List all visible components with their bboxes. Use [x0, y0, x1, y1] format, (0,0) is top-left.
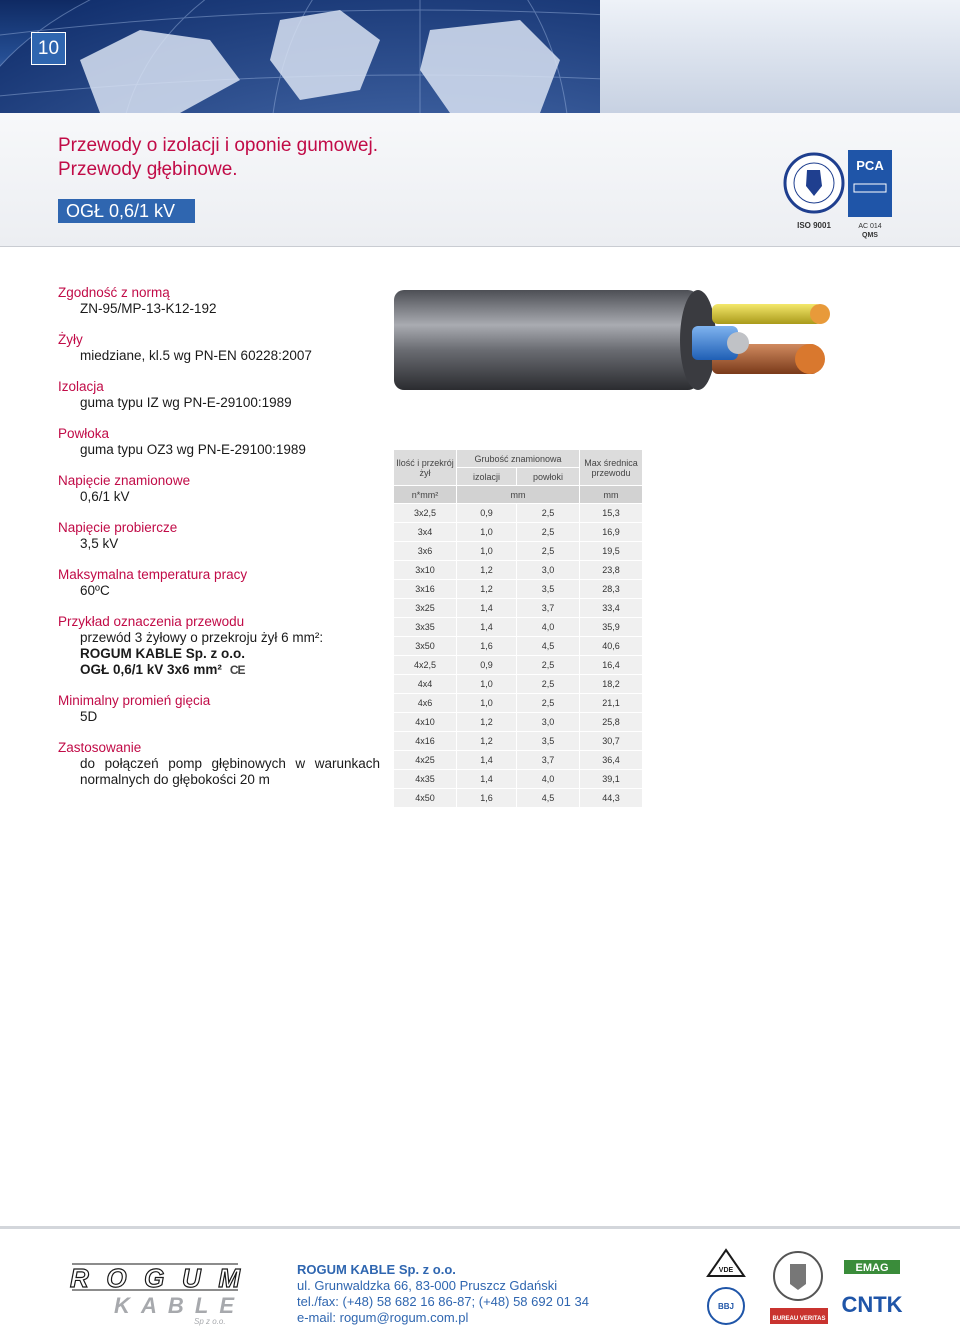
cell-insulation: 1,2 — [457, 580, 517, 599]
cell-sheath: 2,5 — [517, 504, 580, 523]
table-row — [394, 770, 643, 789]
table-row — [394, 732, 643, 751]
cell-insulation: 1,0 — [457, 694, 517, 713]
cell-insulation: 1,0 — [457, 542, 517, 561]
cell-cores: 4x50 — [394, 789, 457, 808]
certification-logos — [782, 148, 894, 240]
table-row — [394, 713, 643, 732]
cell-diameter: 19,5 — [580, 542, 643, 561]
cell-diameter: 18,2 — [580, 675, 643, 694]
table-row — [394, 599, 643, 618]
spec-bend-radius — [58, 693, 380, 725]
footer-certification-logos — [706, 1246, 906, 1332]
cable-data-table — [393, 449, 643, 808]
spec-sheath — [58, 426, 380, 458]
spec-max-temperature — [58, 567, 380, 599]
spec-cores — [58, 332, 380, 364]
spec-label: Żyły — [58, 332, 83, 347]
cell-sheath: 2,5 — [517, 675, 580, 694]
cell-diameter: 21,1 — [580, 694, 643, 713]
table-row — [394, 789, 643, 808]
cell-sheath: 2,5 — [517, 656, 580, 675]
pca-code: AC 014 — [858, 223, 882, 230]
spec-test-voltage — [58, 520, 380, 552]
spec-norm — [58, 285, 380, 317]
cell-cores: 3x6 — [394, 542, 457, 561]
marking-text: OGŁ 0,6/1 kV 3x6 mm² — [80, 662, 222, 677]
table-row — [394, 637, 643, 656]
spec-value: guma typu OZ3 wg PN-E-29100:1989 — [80, 442, 306, 457]
header-insulation: izolacji — [457, 468, 517, 486]
table-row — [394, 504, 643, 523]
cell-insulation: 1,6 — [457, 637, 517, 656]
cell-insulation: 1,4 — [457, 618, 517, 637]
iso-label: ISO 9001 — [797, 221, 831, 230]
spec-value: do połączeń pomp głębinowych w warunkach normalnych do głębokości 20 m — [80, 756, 380, 787]
table-row — [394, 751, 643, 770]
cell-insulation: 1,2 — [457, 732, 517, 751]
spec-voltage — [58, 473, 380, 505]
cell-cores: 4x2,5 — [394, 656, 457, 675]
company-name: ROGUM KABLE Sp. z o.o. — [297, 1262, 456, 1277]
bureau-veritas-logo-icon — [770, 1252, 828, 1324]
cell-diameter: 23,8 — [580, 561, 643, 580]
header-max-diameter: Max średnica przewodu — [580, 450, 643, 486]
logo-text-sub: Sp z o.o. — [194, 1317, 226, 1326]
spec-label: Napięcie probiercze — [58, 520, 178, 535]
header-banner — [0, 0, 960, 113]
spec-value: 3,5 kV — [80, 536, 119, 551]
table-row — [394, 561, 643, 580]
rogum-kable-logo — [68, 1260, 248, 1328]
cell-insulation: 0,9 — [457, 504, 517, 523]
specification-list — [58, 285, 380, 803]
spec-value: 60ºC — [80, 583, 110, 598]
spec-insulation — [58, 379, 380, 411]
cntk-logo-icon — [841, 1292, 902, 1317]
banner-panel — [600, 0, 960, 113]
cell-sheath: 2,5 — [517, 542, 580, 561]
spec-value: 5D — [80, 709, 98, 724]
page-number: 10 — [31, 32, 66, 65]
cell-diameter: 30,7 — [580, 732, 643, 751]
cell-sheath: 3,5 — [517, 580, 580, 599]
unit-thickness: mm — [457, 486, 580, 504]
vde-logo-icon — [708, 1250, 744, 1276]
logo-text-kable: KABLE — [114, 1293, 234, 1318]
spec-label: Minimalny promień gięcia — [58, 693, 211, 708]
bbj-logo-icon — [708, 1288, 744, 1324]
table-row — [394, 656, 643, 675]
cell-diameter: 28,3 — [580, 580, 643, 599]
spec-label: Zgodność z normą — [58, 285, 170, 300]
cell-diameter: 39,1 — [580, 770, 643, 789]
footer-divider — [0, 1226, 960, 1229]
cell-cores: 4x4 — [394, 675, 457, 694]
unit-diameter: mm — [580, 486, 643, 504]
cell-insulation: 1,0 — [457, 523, 517, 542]
cable-illustration — [392, 286, 832, 396]
cell-sheath: 3,0 — [517, 561, 580, 580]
cell-insulation: 1,4 — [457, 770, 517, 789]
cell-insulation: 1,4 — [457, 599, 517, 618]
cell-sheath: 3,5 — [517, 732, 580, 751]
product-code-badge: OGŁ 0,6/1 kV — [58, 199, 195, 223]
cell-cores: 3x35 — [394, 618, 457, 637]
cell-diameter: 35,9 — [580, 618, 643, 637]
spec-label: Przykład oznaczenia przewodu — [58, 614, 245, 629]
cell-insulation: 1,0 — [457, 675, 517, 694]
cell-diameter: 40,6 — [580, 637, 643, 656]
cell-cores: 4x25 — [394, 751, 457, 770]
table-row — [394, 675, 643, 694]
cell-cores: 3x50 — [394, 637, 457, 656]
cell-insulation: 0,9 — [457, 656, 517, 675]
header-sheath: powłoki — [517, 468, 580, 486]
table-row — [394, 580, 643, 599]
table-row — [394, 618, 643, 637]
cell-diameter: 44,3 — [580, 789, 643, 808]
cell-sheath: 3,7 — [517, 751, 580, 770]
spec-value: przewód 3 żyłowy o przekroju żył 6 mm²: — [80, 630, 324, 645]
unit-cores: n*mm² — [394, 486, 457, 504]
company-phone: tel./fax: (+48) 58 682 16 86-87; (+48) 58 692 01 34 — [297, 1294, 589, 1309]
cell-diameter: 15,3 — [580, 504, 643, 523]
header-nominal-thickness: Grubość znamionowa — [457, 450, 580, 468]
spec-label: Izolacja — [58, 379, 104, 394]
cell-cores: 3x25 — [394, 599, 457, 618]
cell-cores: 3x4 — [394, 523, 457, 542]
cell-insulation: 1,6 — [457, 789, 517, 808]
cell-sheath: 4,5 — [517, 789, 580, 808]
page-title — [58, 134, 378, 182]
ce-mark-icon: CE — [229, 663, 245, 677]
cell-insulation: 1,2 — [457, 713, 517, 732]
cell-cores: 4x16 — [394, 732, 457, 751]
spec-value-company: ROGUM KABLE Sp. z o.o. — [80, 646, 245, 661]
table-row — [394, 523, 643, 542]
company-email[interactable]: e-mail: rogum@rogum.com.pl — [297, 1310, 469, 1325]
pca-logo-icon — [848, 150, 892, 239]
cell-sheath: 2,5 — [517, 694, 580, 713]
spec-value: miedziane, kl.5 wg PN-EN 60228:2007 — [80, 348, 312, 363]
cell-cores: 3x10 — [394, 561, 457, 580]
cell-cores: 3x2,5 — [394, 504, 457, 523]
cell-cores: 3x16 — [394, 580, 457, 599]
cell-cores: 4x6 — [394, 694, 457, 713]
cell-diameter: 16,9 — [580, 523, 643, 542]
cell-insulation: 1,4 — [457, 751, 517, 770]
cell-sheath: 2,5 — [517, 523, 580, 542]
cell-sheath: 4,0 — [517, 770, 580, 789]
spec-label: Napięcie znamionowe — [58, 473, 191, 488]
table-row — [394, 694, 643, 713]
cell-diameter: 36,4 — [580, 751, 643, 770]
header-cores: Ilość i przekrój żył — [394, 450, 457, 486]
spec-value: 0,6/1 kV — [80, 489, 130, 504]
spec-label: Zastosowanie — [58, 740, 142, 755]
bureau-veritas-label: BUREAU VERITAS — [772, 1316, 826, 1322]
cell-sheath: 4,5 — [517, 637, 580, 656]
spec-value: ZN-95/MP-13-K12-192 — [80, 301, 217, 316]
cell-sheath: 3,7 — [517, 599, 580, 618]
emag-label: EMAG — [855, 1262, 889, 1274]
spec-value: guma typu IZ wg PN-E-29100:1989 — [80, 395, 292, 410]
pca-name: PCA — [856, 158, 884, 173]
spec-marking-example — [58, 614, 380, 678]
emag-logo-icon — [844, 1260, 900, 1274]
spec-label: Maksymalna temperatura pracy — [58, 567, 248, 582]
cell-cores: 4x10 — [394, 713, 457, 732]
spec-application — [58, 740, 380, 788]
vde-label: VDE — [718, 1267, 734, 1274]
cell-diameter: 33,4 — [580, 599, 643, 618]
cell-insulation: 1,2 — [457, 561, 517, 580]
cell-cores: 4x35 — [394, 770, 457, 789]
title-line-2: Przewody głębinowe. — [58, 159, 238, 180]
pca-label: QMS — [862, 232, 878, 239]
cntk-label: CNTK — [841, 1292, 903, 1317]
logo-text-rogum: ROGUM — [70, 1263, 240, 1293]
table-body — [394, 504, 643, 808]
cell-diameter: 16,4 — [580, 656, 643, 675]
cell-sheath: 4,0 — [517, 618, 580, 637]
spec-label: Powłoka — [58, 426, 110, 441]
company-address: ul. Grunwaldzka 66, 83-000 Pruszcz Gdański — [297, 1278, 558, 1293]
iso-seal-icon — [785, 154, 843, 230]
bbj-label: BBJ — [717, 1302, 735, 1311]
spec-value-marking — [58, 662, 380, 678]
cell-diameter: 25,8 — [580, 713, 643, 732]
table-row — [394, 542, 643, 561]
cell-sheath: 3,0 — [517, 713, 580, 732]
company-contact — [297, 1262, 589, 1326]
title-line-1: Przewody o izolacji i oponie gumowej. — [58, 135, 378, 156]
